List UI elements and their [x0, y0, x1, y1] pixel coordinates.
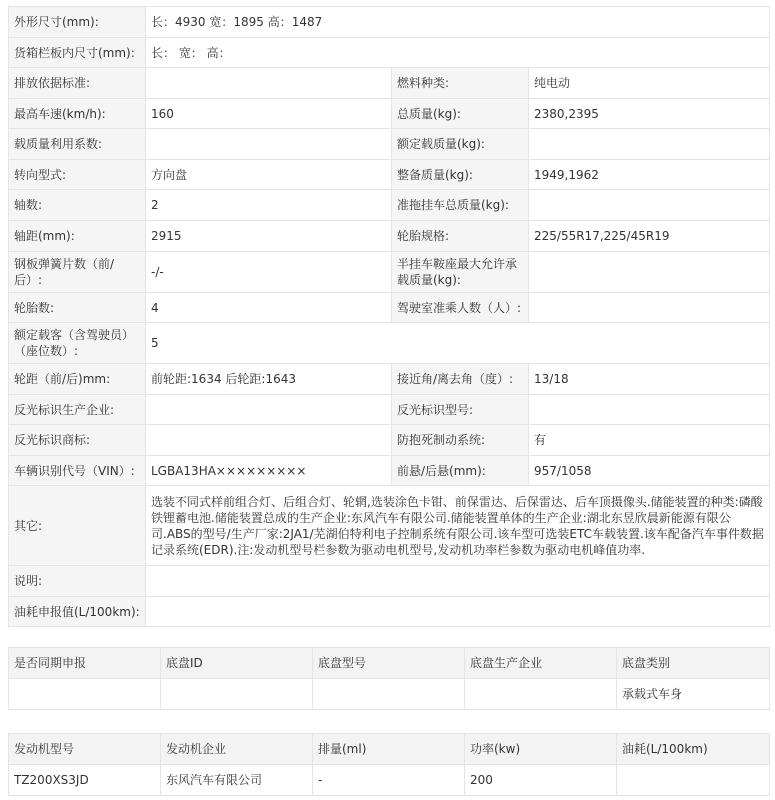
engine-table: [8, 733, 770, 796]
total-mass-value: 2380,2395: [529, 99, 770, 129]
emission-label: 排放依据标准:: [9, 68, 146, 99]
chassis-header-cell: 底盘生产企业: [465, 648, 617, 679]
wheelbase-value: 2915: [146, 221, 392, 252]
max-speed-value: 160: [146, 99, 392, 129]
spec-row-spring: [9, 252, 770, 293]
axles-value: 2: [146, 190, 392, 221]
chassis-cell: [9, 679, 161, 710]
engine-header-row: [9, 734, 770, 765]
trailer-mass-value: [529, 190, 770, 221]
chassis-cell: [313, 679, 465, 710]
fuel-consumption-value: [146, 597, 770, 627]
leaf-spring-label: 钢板弹簧片数（前/后）:: [9, 252, 146, 293]
abs-label: 防抱死制动系统:: [392, 425, 529, 456]
note-value: [146, 566, 770, 597]
total-mass-label: 总质量(kg):: [392, 99, 529, 129]
spec-row-track: [9, 364, 770, 395]
cargo-box-label: 货箱栏板内尺寸(mm):: [9, 38, 146, 68]
rated-seats-value: 5: [146, 323, 770, 364]
engine-header-cell: 功率(kw): [465, 734, 617, 765]
fuel-type-value: 纯电动: [529, 68, 770, 99]
chassis-header-cell: 是否同期申报: [9, 648, 161, 679]
cab-capacity-value: [529, 293, 770, 323]
dimensions-label: 外形尺寸(mm):: [9, 7, 146, 38]
rated-seats-label: 额定载客（含驾驶员）（座位数）:: [9, 323, 146, 364]
engine-header-cell: 发动机企业: [161, 734, 313, 765]
chassis-cell: [465, 679, 617, 710]
spec-row-dimensions: [9, 7, 770, 38]
reflector-maker-label: 反光标识生产企业:: [9, 395, 146, 425]
spec-row-note: [9, 566, 770, 597]
cargo-box-value: 长： 宽： 高：: [146, 38, 770, 68]
engine-header-cell: 排量(ml): [313, 734, 465, 765]
engine-cell: [617, 765, 770, 796]
reflector-brand-label: 反光标识商标:: [9, 425, 146, 456]
vin-label: 车辆识别代号（VIN）:: [9, 456, 146, 486]
emission-value: [146, 68, 392, 99]
engine-cell: 200: [465, 765, 617, 796]
curb-mass-value: 1949,1962: [529, 160, 770, 190]
trailer-mass-label: 准拖挂车总质量(kg):: [392, 190, 529, 221]
approach-departure-value: 13/18: [529, 364, 770, 395]
vehicle-spec-table: [8, 6, 770, 627]
fuel-consumption-label: 油耗申报值(L/100km):: [9, 597, 146, 627]
load-coefficient-label: 载质量利用系数:: [9, 129, 146, 160]
abs-value: 有: [529, 425, 770, 456]
tire-count-label: 轮胎数:: [9, 293, 146, 323]
spec-row-reflector-brand: [9, 425, 770, 456]
dimensions-value: 长：4930 宽：1895 高：1487: [146, 7, 770, 38]
saddle-load-label: 半挂车鞍座最大允许承载质量(kg):: [392, 252, 529, 293]
engine-header-cell: 发动机型号: [9, 734, 161, 765]
spec-row-fuel-consumption: [9, 597, 770, 627]
axles-label: 轴数:: [9, 190, 146, 221]
approach-departure-label: 接近角/离去角（度）:: [392, 364, 529, 395]
load-coefficient-value: [146, 129, 392, 160]
wheelbase-label: 轴距(mm):: [9, 221, 146, 252]
spec-row-emission: [9, 68, 770, 99]
spec-row-tires: [9, 293, 770, 323]
track-width-value: 前轮距:1634 后轮距:1643: [146, 364, 392, 395]
reflector-model-label: 反光标识型号:: [392, 395, 529, 425]
spec-row-vin: [9, 456, 770, 486]
tire-spec-value: 225/55R17,225/45R19: [529, 221, 770, 252]
saddle-load-value: [529, 252, 770, 293]
engine-cell: -: [313, 765, 465, 796]
steering-label: 转向型式:: [9, 160, 146, 190]
engine-data-row: [9, 765, 770, 796]
chassis-cell: 承载式车身: [617, 679, 770, 710]
reflector-brand-value: [146, 425, 392, 456]
other-value: 选装不同式样前组合灯、后组合灯、轮辋,选装涂色卡钳、前保雷达、后保雷达、后车顶摄像头.储能装置的种类:磷酸铁锂蓄电池.储能装置总成的生产企业:东风汽车有限公司.储能装置单体的生产企业:湖北东昱欣晨新能源有限公司.ABS的型号/生产厂家:2JA1/芜湖伯特利电子控制系统有限公司.该车型可选装ETC车载装置.该车配备汽车事件数据记录系统(EDR).注:发动机型号栏参数为驱动电机型号,发动机功率栏参数为驱动电机峰值功率.: [146, 486, 770, 566]
leaf-spring-value: -/-: [146, 252, 392, 293]
reflector-maker-value: [146, 395, 392, 425]
engine-cell: TZ200XS3JD: [9, 765, 161, 796]
spec-row-cargo-box: [9, 38, 770, 68]
tire-count-value: 4: [146, 293, 392, 323]
engine-cell: 东风汽车有限公司: [161, 765, 313, 796]
chassis-header-cell: 底盘型号: [313, 648, 465, 679]
cab-capacity-label: 驾驶室准乘人数（人）:: [392, 293, 529, 323]
curb-mass-label: 整备质量(kg):: [392, 160, 529, 190]
rated-load-value: [529, 129, 770, 160]
engine-header-cell: 油耗(L/100km): [617, 734, 770, 765]
reflector-model-value: [529, 395, 770, 425]
spec-row-steering: [9, 160, 770, 190]
chassis-data-row: [9, 679, 770, 710]
chassis-cell: [161, 679, 313, 710]
spec-row-speed: [9, 99, 770, 129]
chassis-table: [8, 647, 770, 710]
other-label: 其它:: [9, 486, 146, 566]
overhang-label: 前悬/后悬(mm):: [392, 456, 529, 486]
spec-row-wheelbase: [9, 221, 770, 252]
track-width-label: 轮距（前/后)mm:: [9, 364, 146, 395]
spec-row-other: [9, 486, 770, 566]
chassis-header-row: [9, 648, 770, 679]
tire-spec-label: 轮胎规格:: [392, 221, 529, 252]
spec-row-axles: [9, 190, 770, 221]
vin-value: LGBA13HA×××××××××: [146, 456, 392, 486]
note-label: 说明:: [9, 566, 146, 597]
spec-row-seats: [9, 323, 770, 364]
fuel-type-label: 燃料种类:: [392, 68, 529, 99]
overhang-value: 957/1058: [529, 456, 770, 486]
chassis-header-cell: 底盘ID: [161, 648, 313, 679]
steering-value: 方向盘: [146, 160, 392, 190]
spec-row-load: [9, 129, 770, 160]
max-speed-label: 最高车速(km/h):: [9, 99, 146, 129]
rated-load-label: 额定载质量(kg):: [392, 129, 529, 160]
spec-row-reflector-maker: [9, 395, 770, 425]
chassis-header-cell: 底盘类别: [617, 648, 770, 679]
